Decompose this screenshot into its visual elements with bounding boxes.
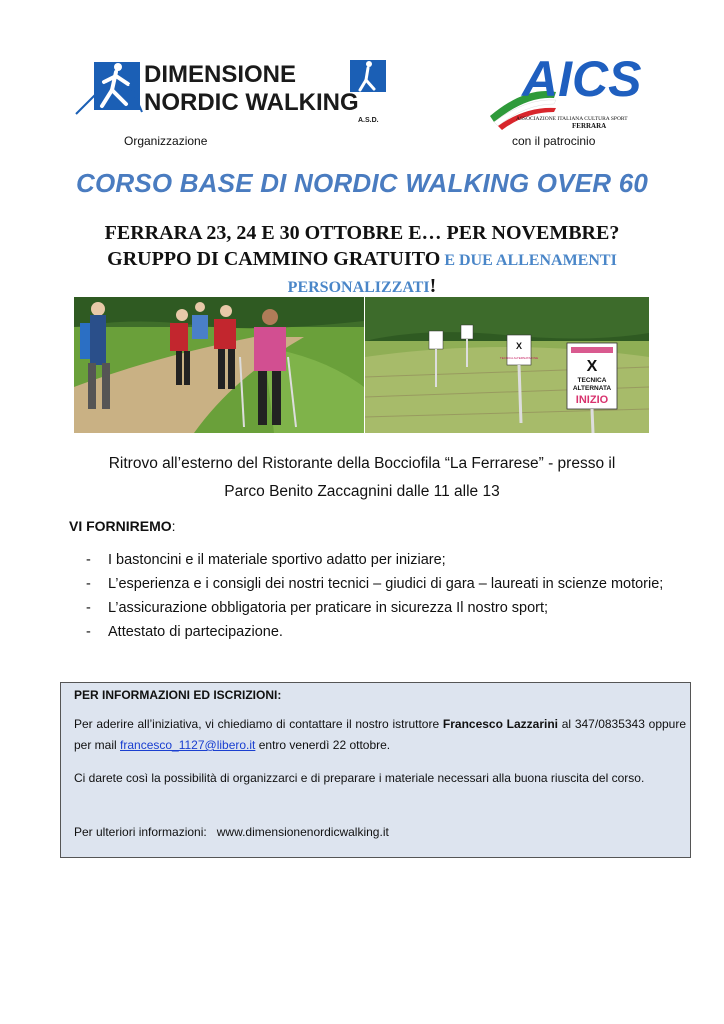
sign-big-line1: TECNICA — [577, 377, 607, 384]
personalized-text: PERSONALIZZATI — [287, 279, 430, 296]
exclamation-text: ! — [429, 275, 437, 297]
photo-walkers — [74, 297, 364, 433]
provide-heading-colon: : — [171, 518, 176, 534]
meeting-line1: Ritrovo all’esterno del Ristorante della Bocciofila “La Ferrarese” - presso il — [108, 455, 616, 472]
dimensione-nordic-walking-logo — [72, 52, 388, 128]
info-heading: PER INFORMAZIONI ED ISCRIZIONI: — [74, 688, 282, 702]
logo-text-suffix: A.S.D. — [358, 117, 379, 124]
aics-logo — [486, 46, 654, 132]
email-link[interactable]: francesco_1127@libero.it — [120, 738, 256, 752]
meeting-line2: Parco Benito Zaccagnini dalle 11 alle 13 — [224, 483, 500, 500]
course-title: CORSO BASE DI NORDIC WALKING OVER 60 — [75, 168, 649, 198]
instructor-name: Francesco Lazzarini — [442, 717, 559, 731]
provide-heading-text: VI FORNIREMO — [69, 518, 172, 534]
sign-big-line3: INIZIO — [575, 394, 609, 406]
trainings-text: E DUE ALLENAMENTI — [440, 252, 617, 269]
group-text: GRUPPO DI CAMMINO GRATUITO — [107, 248, 441, 270]
website-label: Per ulteriori informazioni: — [74, 825, 207, 839]
aics-text-line1: ASSOCIAZIONE ITALIANA CULTURA SPORT — [516, 116, 628, 122]
info-organize-paragraph: Ci darete così la possibilità di organizzarci e di preparare i materiale necessari alla buona riuscita del corso. — [74, 771, 645, 785]
list-item: - L’esperienza e i consigli dei nostri tecnici – giudici di gara – laureati in scienze motorie; — [86, 572, 666, 596]
photo-course-signs — [365, 297, 649, 433]
list-item: - I bastoncini e il materiale sportivo adatto per iniziare; — [86, 548, 666, 572]
logo-text-line1: DIMENSIONE — [144, 61, 297, 88]
info-text: Per aderire all’iniziativa, vi chiediamo di contattare il nostro istruttore — [74, 717, 443, 731]
sign-small-text: TECNICA ALTERNATA FINE — [499, 356, 539, 360]
sign-big-line2: ALTERNATA — [572, 385, 612, 392]
dates-line: FERRARA 23, 24 E 30 OTTOBRE E… PER NOVEMBRE? — [104, 222, 620, 244]
info-text: al 347/0835343 oppure per mail — [74, 717, 687, 752]
meeting-point — [40, 450, 684, 506]
group-line — [0, 246, 724, 274]
logo-text-line2: NORDIC WALKING — [144, 89, 359, 116]
website-url[interactable]: www.dimensionenordicwalking.it — [216, 825, 389, 839]
sign-big-x: X — [586, 358, 598, 375]
info-text: entro venerdì 22 ottobre. — [255, 738, 391, 752]
info-contact-paragraph — [74, 714, 686, 756]
provide-list — [86, 548, 666, 644]
aics-letters: AICS — [522, 51, 642, 107]
aics-text-line2: FERRARA — [572, 122, 607, 130]
list-item: - L’assicurazione obbligatoria per praticare in sicurezza Il nostro sport; — [86, 596, 666, 620]
caption-organizzazione: Organizzazione — [124, 134, 208, 148]
provide-heading — [69, 518, 176, 534]
caption-patrocinio: con il patrocinio — [512, 134, 596, 148]
sign-small-x: X — [515, 341, 523, 351]
list-item: - Attestato di partecipazione. — [86, 620, 666, 644]
info-website-paragraph — [74, 822, 686, 843]
